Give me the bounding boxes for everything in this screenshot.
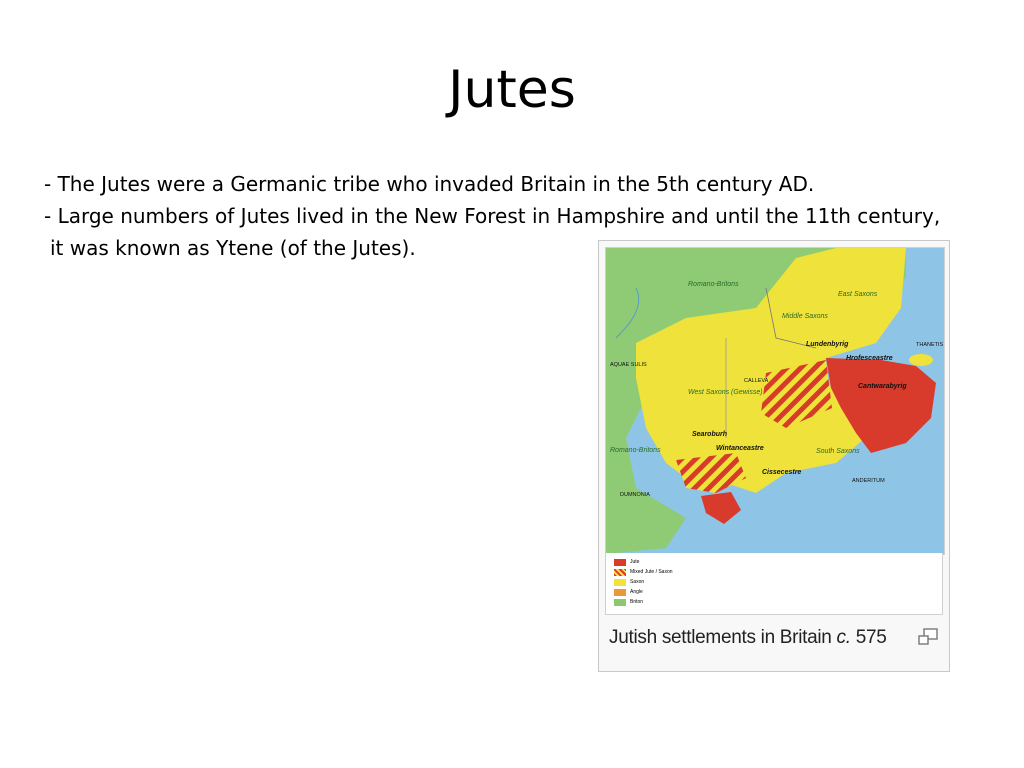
slide-title: Jutes [448, 60, 576, 120]
bullet-item-3: it was known as Ytene (of the Jutes). [50, 236, 416, 260]
map-thumbnail-card[interactable] [598, 240, 950, 672]
label-thanet: THANETIS [916, 342, 944, 348]
legend-item-angle [614, 587, 673, 597]
label-calleva: CALLEVA [744, 378, 769, 384]
caption-circa: c. [836, 627, 851, 648]
label-south-saxons: South Saxons [816, 448, 860, 455]
bullet-item-2: - Large numbers of Jutes lived in the New Forest in Hampshire and until the 11th century, [44, 204, 941, 228]
label-britons-north: Romano-Britons [688, 281, 739, 288]
label-searoburh: Searoburh [692, 431, 728, 438]
map-legend [605, 553, 943, 615]
label-london: Lundenbyrig [806, 341, 849, 348]
legend-swatch-briton [614, 599, 626, 606]
bullet-item-1: - The Jutes were a Germanic tribe who invaded Britain in the 5th century AD. [44, 172, 815, 196]
legend-item-jute [614, 557, 673, 567]
legend-item-briton [614, 597, 673, 607]
legend-item-saxon [614, 577, 673, 587]
caption-text: Jutish settlements in Britain [609, 627, 837, 648]
label-anderitum: ANDERITUM [852, 478, 885, 484]
legend-label-jute: Jute [630, 559, 640, 565]
legend-label-saxon: Saxon [630, 579, 645, 585]
label-chichester: Cissecestre [762, 469, 802, 476]
legend-swatch-saxon [614, 579, 626, 586]
map-caption [609, 627, 887, 649]
jutish-settlements-map[interactable] [605, 247, 945, 555]
legend-label-angle: Angle [630, 589, 643, 595]
legend-swatch-angle [614, 589, 626, 596]
legend-swatch-mixed [614, 569, 626, 576]
label-middle-saxons: Middle Saxons [782, 313, 828, 320]
legend-label-mixed: Mixed Jute / Saxon [630, 569, 673, 575]
legend-swatch-jute [614, 559, 626, 566]
label-west-saxons: West Saxons (Gewisse) [688, 389, 763, 396]
caption-year: 575 [850, 627, 887, 648]
enlarge-icon[interactable] [917, 627, 939, 647]
label-east-saxons: East Saxons [838, 291, 878, 298]
label-britons-west: Romano-Britons [610, 447, 661, 454]
legend-item-mixed [614, 567, 673, 577]
label-hrofesceastre: Hrofesceastre [846, 355, 893, 362]
label-winchester: Wintanceastre [716, 445, 764, 452]
legend-label-briton: Briton [630, 599, 644, 605]
label-aquae-sulis: AQUAE SULIS [610, 362, 647, 368]
label-dumnonia: DUMNONIA [620, 492, 650, 498]
label-canterbury: Cantwarabyrig [858, 383, 907, 390]
